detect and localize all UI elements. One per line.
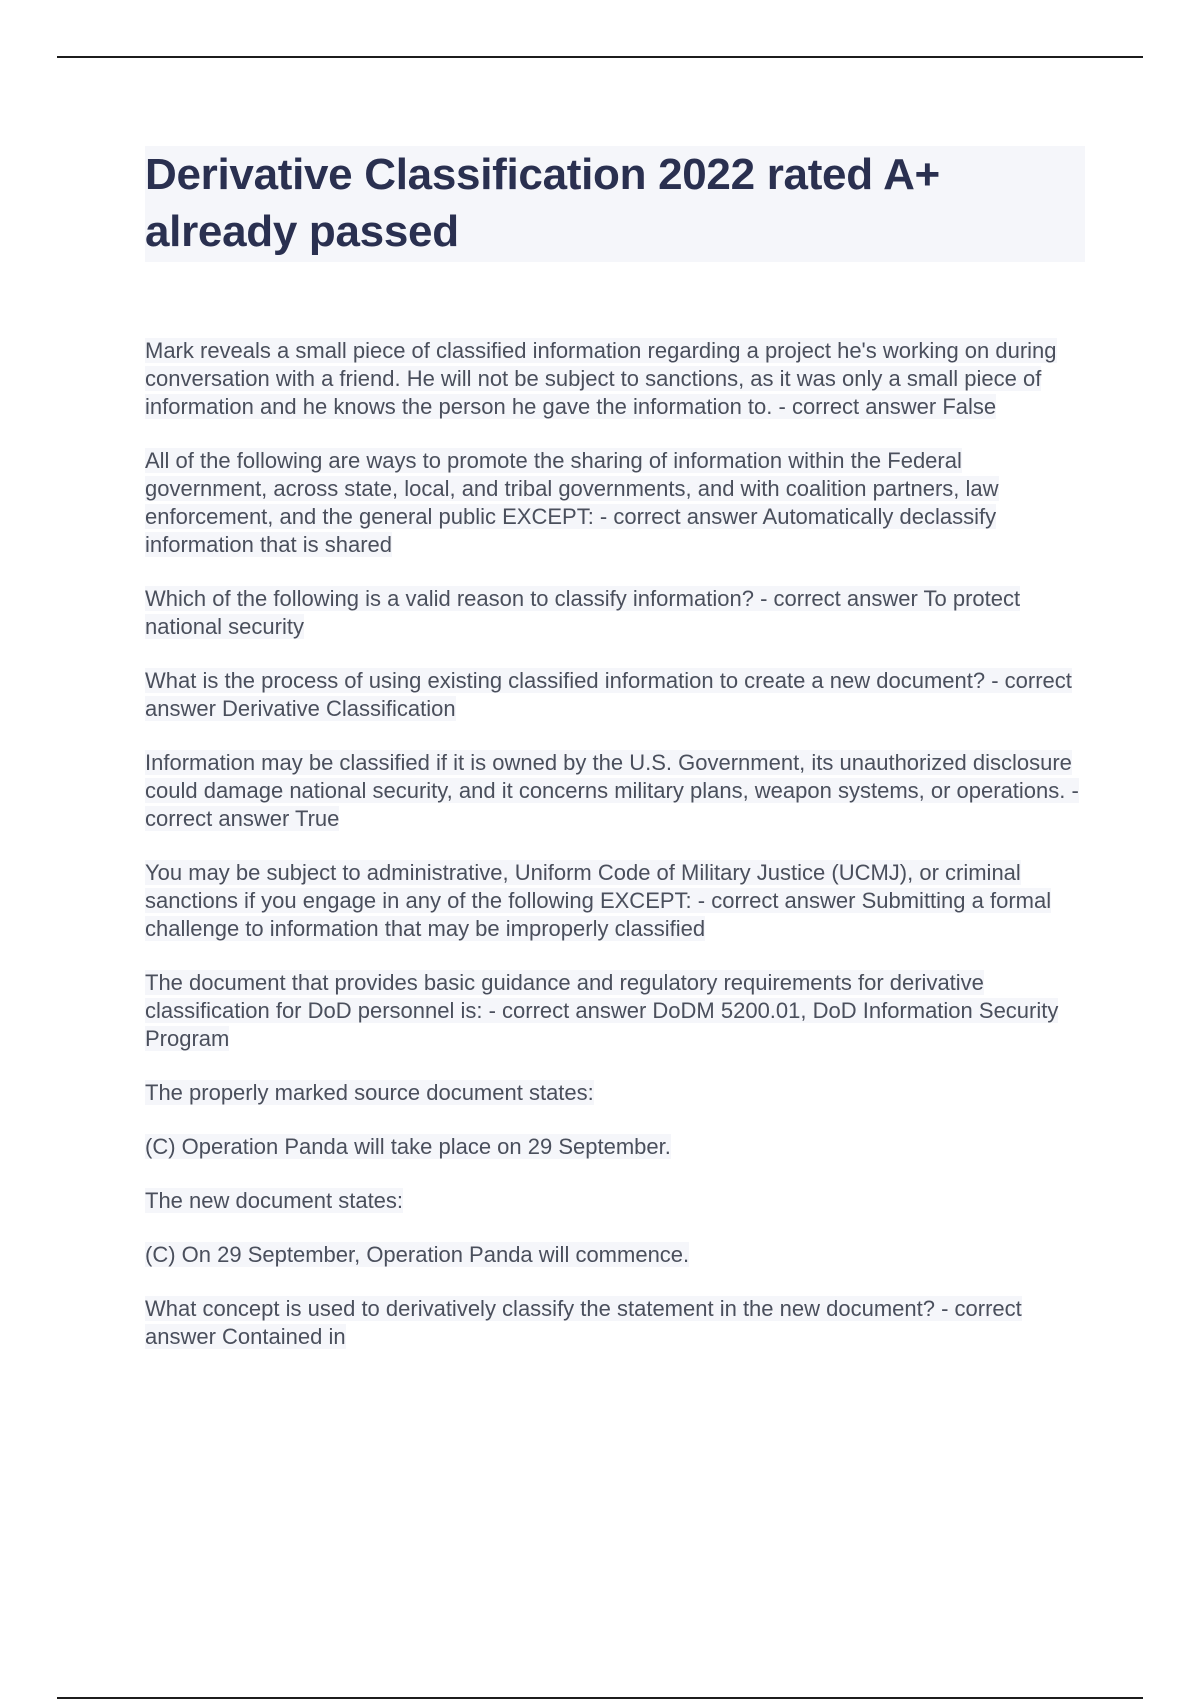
qa-paragraph-1-text: Mark reveals a small piece of classified information regarding a project he's working on during conversation with a friend. He will not be subject to sanctions, as it was only a small piece of information and he knows the person he gave the information to. - correct answer False bbox=[145, 338, 1057, 419]
qa-paragraph-6-text: You may be subject to administrative, Uniform Code of Military Justice (UCMJ), or criminal sanctions if you engage in any of the following EXCEPT: - correct answer Submitting a formal challenge to information that may be improperly classified bbox=[145, 860, 1052, 941]
qa-paragraph-1 bbox=[145, 337, 1090, 421]
document-body bbox=[145, 337, 1090, 1377]
qa-paragraph-7 bbox=[145, 969, 1090, 1053]
qa-paragraph-3 bbox=[145, 585, 1090, 641]
qa-paragraph-10 bbox=[145, 1187, 1090, 1215]
qa-paragraph-9 bbox=[145, 1133, 1090, 1161]
qa-paragraph-12-text: What concept is used to derivatively classify the statement in the new document? - correct answer Contained in bbox=[145, 1296, 1022, 1349]
qa-paragraph-8 bbox=[145, 1079, 1090, 1107]
qa-paragraph-2-text: All of the following are ways to promote the sharing of information within the Federal government, across state, local, and tribal governments, and with coalition partners, law enforcement, and the general public EXCEPT: - correct answer Automatically declassify information that is shared bbox=[145, 448, 999, 557]
qa-paragraph-11 bbox=[145, 1241, 1090, 1269]
qa-paragraph-12 bbox=[145, 1295, 1090, 1351]
qa-paragraph-4-text: What is the process of using existing classified information to create a new document? - correct answer Derivative Classification bbox=[145, 668, 1072, 721]
document-title: Derivative Classification 2022 rated A+ already passed bbox=[145, 150, 940, 256]
qa-paragraph-6 bbox=[145, 859, 1090, 943]
qa-paragraph-9-text: (C) Operation Panda will take place on 29 September. bbox=[145, 1134, 671, 1159]
title-block bbox=[145, 146, 1085, 262]
qa-paragraph-11-text: (C) On 29 September, Operation Panda will commence. bbox=[145, 1242, 690, 1267]
qa-paragraph-10-text: The new document states: bbox=[145, 1188, 404, 1213]
qa-paragraph-2 bbox=[145, 447, 1090, 559]
qa-paragraph-5 bbox=[145, 749, 1090, 833]
qa-paragraph-7-text: The document that provides basic guidance and regulatory requirements for derivative classification for DoD personnel is: - correct answer DoDM 5200.01, DoD Information Security Program bbox=[145, 970, 1059, 1051]
qa-paragraph-5-text: Information may be classified if it is owned by the U.S. Government, its unauthorized disclosure could damage national security, and it concerns military plans, weapon systems, or operations. - correct answer True bbox=[145, 750, 1079, 831]
qa-paragraph-3-text: Which of the following is a valid reason to classify information? - correct answer To protect national security bbox=[145, 586, 1021, 639]
qa-paragraph-8-text: The properly marked source document states: bbox=[145, 1080, 594, 1105]
qa-paragraph-4 bbox=[145, 667, 1090, 723]
bottom-rule bbox=[57, 1697, 1143, 1699]
top-rule bbox=[57, 56, 1143, 58]
